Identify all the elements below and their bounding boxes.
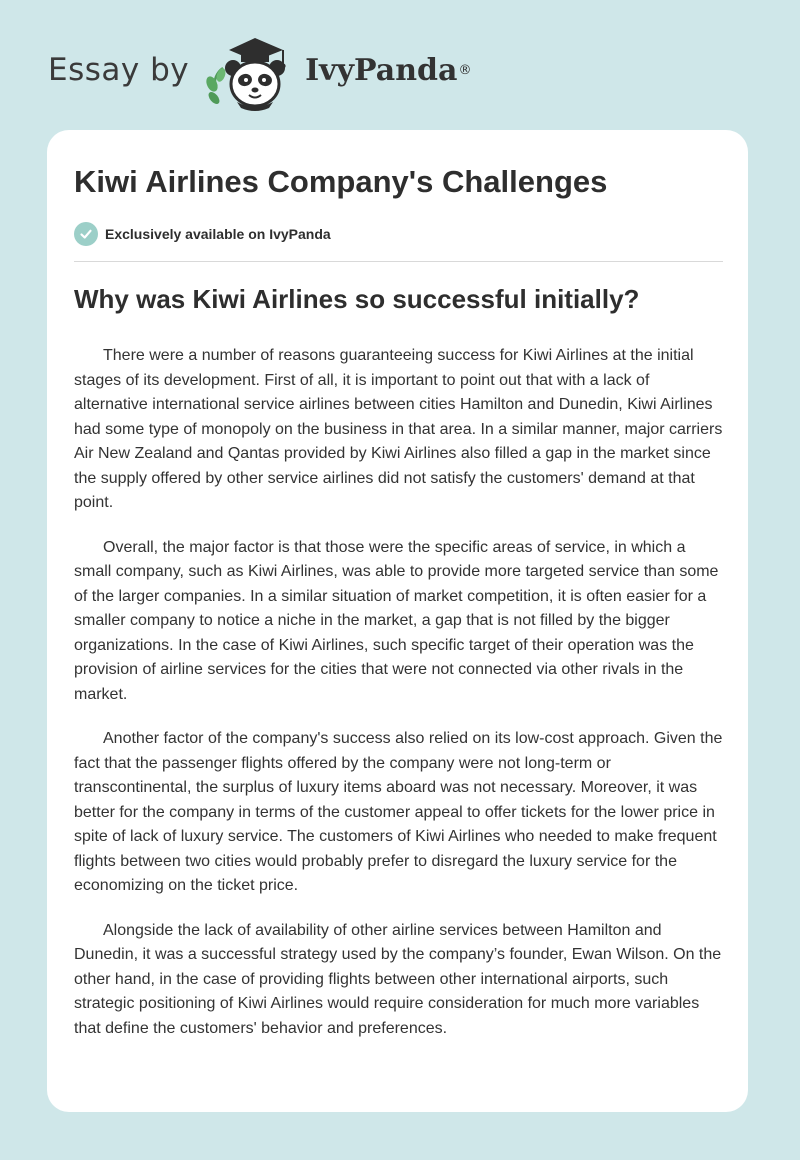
paragraph: Overall, the major factor is that those were the specific areas of service, in which a small company, such as Kiwi Airlines, was able to provide more targeted service than some of the larger companies. In a similar situation of market competition, it is often easier for a smaller company to notice a niche in the market, a gap that is not filled by the bigger organizations. In the case of Kiwi Airlines, such specific target of their operation was the provision of airline services for the cities that were not connected via other rivals in the market. <box>74 538 719 703</box>
divider <box>74 261 723 262</box>
essay-card <box>47 130 748 1112</box>
registered-mark: ® <box>458 62 472 78</box>
brand-name: IvyPanda <box>305 52 458 88</box>
paragraph: Alongside the lack of availability of other airline services between Hamilton and Dunedin, it was a successful strategy used by the company’s founder, Ewan Wilson. On the other hand, in the case of providing flights between other international airports, such strategic positioning of Kiwi Airlines would require consideration for much more variables that define the customers' behavior and preferences. <box>74 921 722 1037</box>
paragraph: There were a number of reasons guaranteeing success for Kiwi Airlines at the initial stages of its development. First of all, it is important to point out that with a lack of alternative international service airlines between cities Hamilton and Dunedin, Kiwi Airlines had some type of monopoly on the business in that area. In a similar manner, major carriers Air New Zealand and Qantas provided by Kiwi Airlines also filled a gap in the market since the supply offered by other service airlines did not satisfy the customers' demand at that point. <box>74 347 723 511</box>
section-heading: Why was Kiwi Airlines so successful initially? <box>74 284 640 314</box>
check-circle-icon <box>74 222 98 246</box>
brand-prefix: Essay by <box>48 52 190 88</box>
page-title: Kiwi Airlines Company's Challenges <box>74 164 608 199</box>
brand-header <box>48 28 471 112</box>
panda-graduate-logo-icon <box>203 28 299 112</box>
exclusive-badge-text: Exclusively available on IvyPanda <box>105 226 331 242</box>
paragraph: Another factor of the company's success also relied on its low-cost approach. Given the fact that the passenger flights offered by the company were not long-term or transcontinental, the surplus of luxury items aboard was not necessary. Moreover, it was better for the company in terms of the customer appeal to offer tickets for the lower price in spite of lack of luxury service. The customers of Kiwi Airlines who needed to make frequent flights between two cities would probably prefer to disregard the luxury service for the economizing on the ticket price. <box>74 730 723 894</box>
essay-body <box>74 344 726 1061</box>
exclusive-badge <box>74 222 331 246</box>
